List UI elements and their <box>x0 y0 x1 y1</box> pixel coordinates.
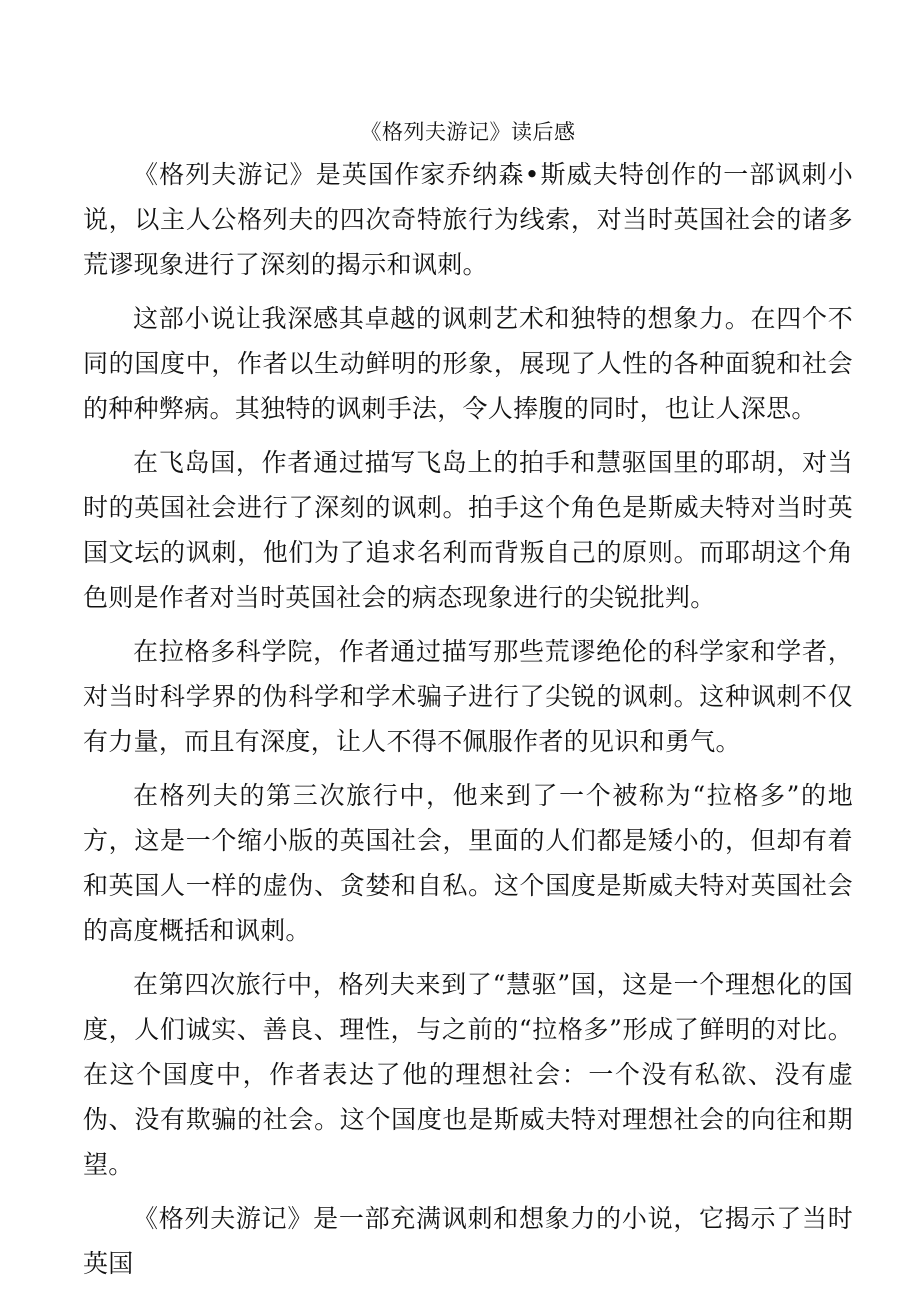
paragraph-5: 在格列夫的第三次旅行中，他来到了一个被称为“拉格多”的地方，这是一个缩小版的英国社会，里面的人们都是矮小的，但却有着和英国人一样的虚伪、贪婪和自私。这个国度是斯威夫特对英国社会的高度概括和讽刺。 <box>83 781 853 945</box>
paragraph-6: 在第四次旅行中，格列夫来到了“慧驱”国，这是一个理想化的国度，人们诚实、善良、理性，与之前的“拉格多”形成了鲜明的对比。在这个国度中，作者表达了他的理想社会：一个没有私欲、没有虚伪、没有欺骗的社会。这个国度也是斯威夫特对理想社会的向往和期望。 <box>83 970 853 1179</box>
paragraph-3: 在飞岛国，作者通过描写飞岛上的拍手和慧驱国里的耶胡，对当时的英国社会进行了深刻的讽刺。拍手这个角色是斯威夫特对当时英国文坛的讽刺，他们为了追求名利而背叛自己的原则。而耶胡这个角色则是作者对当时英国社会的病态现象进行的尖锐批判。 <box>83 448 853 612</box>
paragraph-4: 在拉格多科学院，作者通过描写那些荒谬绝伦的科学家和学者，对当时科学界的伪科学和学术骗子进行了尖锐的讽刺。这种讽刺不仅有力量，而且有深度，让人不得不佩服作者的见识和勇气。 <box>83 637 853 756</box>
document-title: 《格列夫游记》读后感 <box>360 120 576 144</box>
paragraph-2: 这部小说让我深感其卓越的讽刺艺术和独特的想象力。在四个不同的国度中，作者以生动鲜明的形象，展现了人性的各种面貌和社会的种种弊病。其独特的讽刺手法，令人捧腹的同时，也让人深思。 <box>83 304 853 423</box>
document-page <box>83 112 853 1295</box>
paragraph-1: 《格列夫游记》是英国作家乔纳森•斯威夫特创作的一部讽刺小说，以主人公格列夫的四次奇特旅行为线索，对当时英国社会的诸多荒谬现象进行了深刻的揭示和讽刺。 <box>83 160 853 279</box>
paragraph-7: 《格列夫游记》是一部充满讽刺和想象力的小说，它揭示了当时英国 <box>83 1204 853 1278</box>
